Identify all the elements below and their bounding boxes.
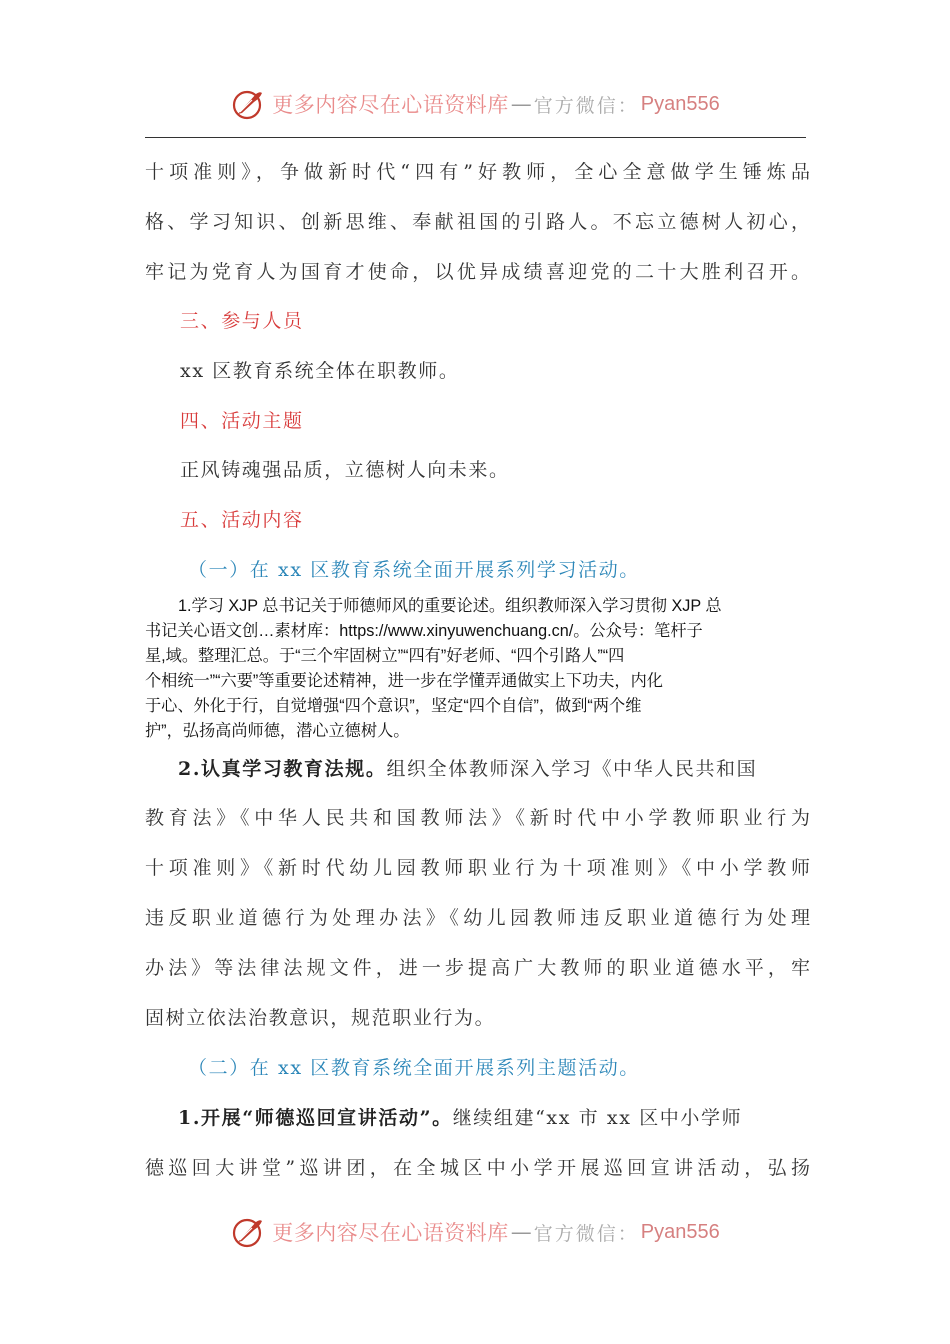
header-divider — [145, 137, 806, 138]
sub2-item1-line-1: 德巡回大讲堂”巡讲团，在全城区中小学开展巡回宣讲活动，弘扬 — [145, 1157, 810, 1179]
intro-line-2: 格、学习知识、创新思维、奉献祖国的引路人。不忘立德树人初心， — [145, 211, 810, 233]
footer-wechat-label: 官方微信： — [533, 1222, 639, 1245]
sub2-heading: （二）在 xx 区教育系统全面开展系列主题活动。 — [188, 1057, 640, 1079]
sub1-item1-line-2: 书记关心语文创…素材库：https://www.xinyuwenchuang.cn/。公众号：笔杆子 — [145, 622, 703, 640]
footer-dash: — — [510, 1220, 532, 1244]
sub1-item1-line-4: 个相统一”“六要”等重要论述精神，进一步在学懂弄通做实上下功夫，内化 — [145, 672, 663, 690]
sub1-item1-line-3: 星,域。整理汇总。于“三个牢固树立”“四有”好老师、“四个引路人”“四 — [145, 647, 625, 665]
section5-heading: 五、活动内容 — [180, 509, 304, 531]
header-banner — [0, 84, 950, 124]
footer-wechat-id: Pyan556 — [640, 1220, 720, 1243]
sub1-item2-first-text: 组织全体教师深入学习《中华人民共和国 — [386, 758, 758, 780]
sub1-item2-line-1: 教育法》《中华人民共和国教师法》《新时代中小学教师职业行为 — [145, 807, 810, 829]
sub1-item1-line-6: 护”，弘扬高尚师德，潜心立德树人。 — [145, 722, 410, 740]
sub1-item2-line-2: 十项准则》《新时代幼儿园教师职业行为十项准则》《中小学教师 — [145, 857, 810, 879]
sub1-item2-line-3: 违反职业道德行为处理办法》《幼儿园教师违反职业道德行为处理 — [145, 907, 810, 929]
footer-brand-text: 更多内容尽在心语资料库 — [272, 1221, 509, 1245]
section4-heading: 四、活动主题 — [180, 410, 304, 432]
quill-logo-icon — [230, 1214, 266, 1250]
quill-logo-icon — [230, 86, 266, 122]
header-wechat-label: 官方微信： — [533, 94, 639, 117]
sub2-item1-first-line — [178, 1106, 810, 1130]
intro-line-3: 牢记为党育人为国育才使命，以优异成绩喜迎党的二十大胜利召开。 — [145, 261, 810, 283]
header-dash: — — [510, 92, 532, 116]
intro-line-1: 十项准则》，争做新时代“四有”好教师，全心全意做学生锤炼品 — [145, 161, 810, 183]
sub1-item2-line-5: 固树立依法治教意识，规范职业行为。 — [145, 1007, 496, 1029]
section3-heading: 三、参与人员 — [180, 310, 304, 332]
section3-body: xx 区教育系统全体在职教师。 — [180, 360, 460, 382]
sub1-item1-line-5: 于心、外化于行，自觉增强“四个意识”，坚定“四个自信”，做到“两个维 — [145, 697, 642, 715]
header-wechat-id: Pyan556 — [640, 92, 720, 115]
sub1-item2-line-4: 办法》等法律法规文件，进一步提高广大教师的职业道德水平，牢 — [145, 957, 810, 979]
header-brand-text: 更多内容尽在心语资料库 — [272, 93, 509, 117]
sub2-item1-first-text: 继续组建“xx 市 xx 区中小学师 — [452, 1107, 743, 1129]
sub1-item1-line-1: 1.学习 XJP 总书记关于师德师风的重要论述。组织教师深入学习贯彻 XJP 总 — [178, 597, 722, 615]
sub1-item2-title: 2.认真学习教育法规。 — [178, 758, 387, 780]
sub2-item1-title: 1.开展“师德巡回宣讲活动”。 — [178, 1107, 453, 1129]
footer-banner — [0, 1212, 950, 1252]
sub1-item2-first-line — [178, 757, 810, 781]
sub1-heading: （一）在 xx 区教育系统全面开展系列学习活动。 — [188, 559, 640, 581]
section4-body: 正风铸魂强品质，立德树人向未来。 — [180, 459, 510, 481]
